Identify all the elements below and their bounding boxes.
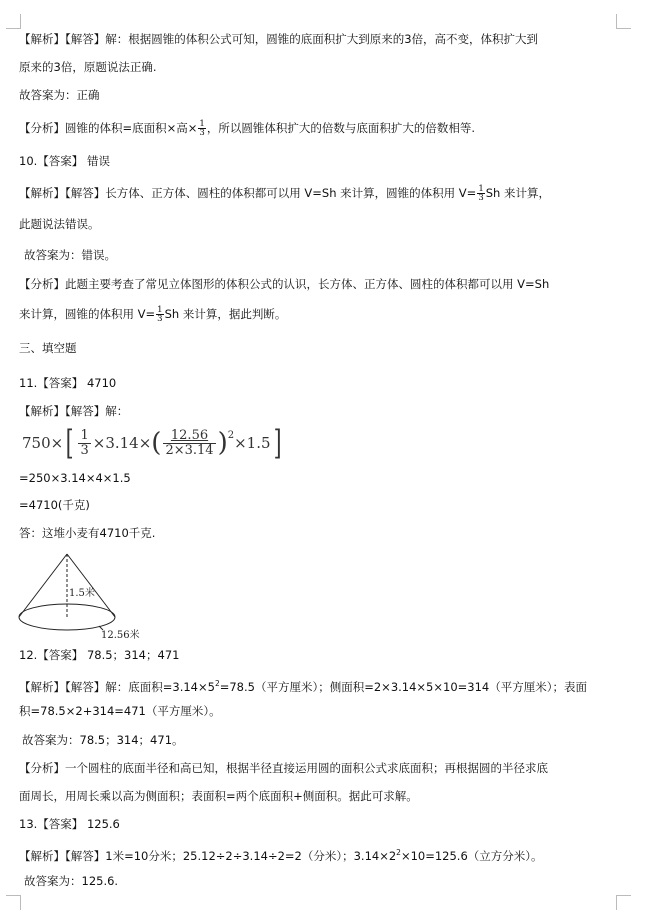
text-line: =4710(千克) [19, 498, 90, 512]
cone-figure [17, 550, 157, 640]
volume-formula: 750× [ $\frac{1}{3}$ ×3.14× ( 12.56 2×3.14 ) $^2$ ×1.5 ] [22, 423, 282, 463]
answer-heading: 10.【答案】 错误 [19, 154, 110, 168]
text-line: 积=78.5×2+314=471（平方厘米）。 [19, 704, 221, 718]
fraction: $\frac{1}{3}$ [157, 305, 163, 324]
crop-mark-bottom-left [6, 895, 21, 910]
text-line: 故答案为：78.5；314；471。 [22, 733, 184, 747]
text-line: 原来的3倍，原题说法正确. [19, 60, 157, 74]
fraction: $\frac{1}{3}$ [199, 119, 205, 138]
formula-fraction: 12.56 2×3.14 [165, 427, 214, 458]
answer-heading: 12.【答案】 78.5；314；471 [19, 648, 180, 662]
answer-heading: 11.【答案】 4710 [19, 376, 117, 390]
section-heading: 三、填空题 [19, 341, 77, 355]
text-line: 此题说法错误。 [19, 217, 100, 231]
text-line: 【分析】此题主要考查了常见立体图形的体积公式的认识，长方体、正方体、圆柱的体积都可以用 V=Sh [19, 277, 550, 291]
text-fragment: ，所以圆锥体积扩大的倍数与底面积扩大的倍数相等. [206, 121, 475, 135]
crop-mark-bottom-right [616, 895, 631, 910]
formula-fraction: $\frac{1}{3}$ [80, 427, 89, 458]
text-fragment: 【分析】圆锥的体积=底面积×高× [19, 121, 198, 135]
text-line: 【解析】【解答】解： [19, 404, 129, 418]
height-label: 1.5米 [69, 588, 95, 599]
text-line: 故答案为：正确 [19, 88, 100, 102]
text-line: 故答案为：125.6. [24, 874, 119, 888]
text-line: 来计算，圆锥的体积用 V= $\frac{1}{3}$ Sh 来计算，据此判断。 [19, 305, 287, 324]
text-line: 【解析】【解答】解：底面积$=3.14\times 5^2=78.5$（平方厘米）；侧面积=2×3.14×5×10=314（平方厘米）；表面 [19, 679, 587, 694]
crop-mark-top-right [616, 14, 631, 29]
text-line: 【分析】一个圆柱的底面半径和高已知，根据半径直接运用圆的面积公式求底面积；再根据圆的半径求底 [19, 761, 548, 775]
text-line [19, 120, 475, 137]
crop-mark-top-left [6, 14, 21, 29]
text-line: 故答案为：错误。 [24, 248, 116, 262]
text-line: 【解析】【解答】1米=10分米；25.12÷2÷3.14÷2=2（分米）；$3.14\times 2^2\times 10=125.6$（立方分米）。 [19, 848, 543, 863]
text-line: 【解析】【解答】长方体、正方体、圆柱的体积都可以用 V=Sh 来计算，圆锥的体积用 V= $\frac{1}{3}$ Sh 来计算， [19, 184, 550, 203]
answer-heading: 13.【答案】 125.6 [19, 817, 120, 831]
text-line: 【解析】【解答】解：根据圆锥的体积公式可知，圆锥的底面积扩大到原来的3倍，高不变，体积扩大到 [19, 32, 539, 46]
fraction: $\frac{1}{3}$ [478, 184, 484, 203]
text-line: =250×3.14×4×1.5 [19, 471, 131, 485]
text-line: 面周长，用周长乘以高为侧面积；表面积=两个底面积+侧面积。据此可求解。 [19, 789, 418, 803]
text-line: 答：这堆小麦有4710千克. [19, 526, 156, 540]
circumference-label: 12.56米 [101, 630, 140, 640]
